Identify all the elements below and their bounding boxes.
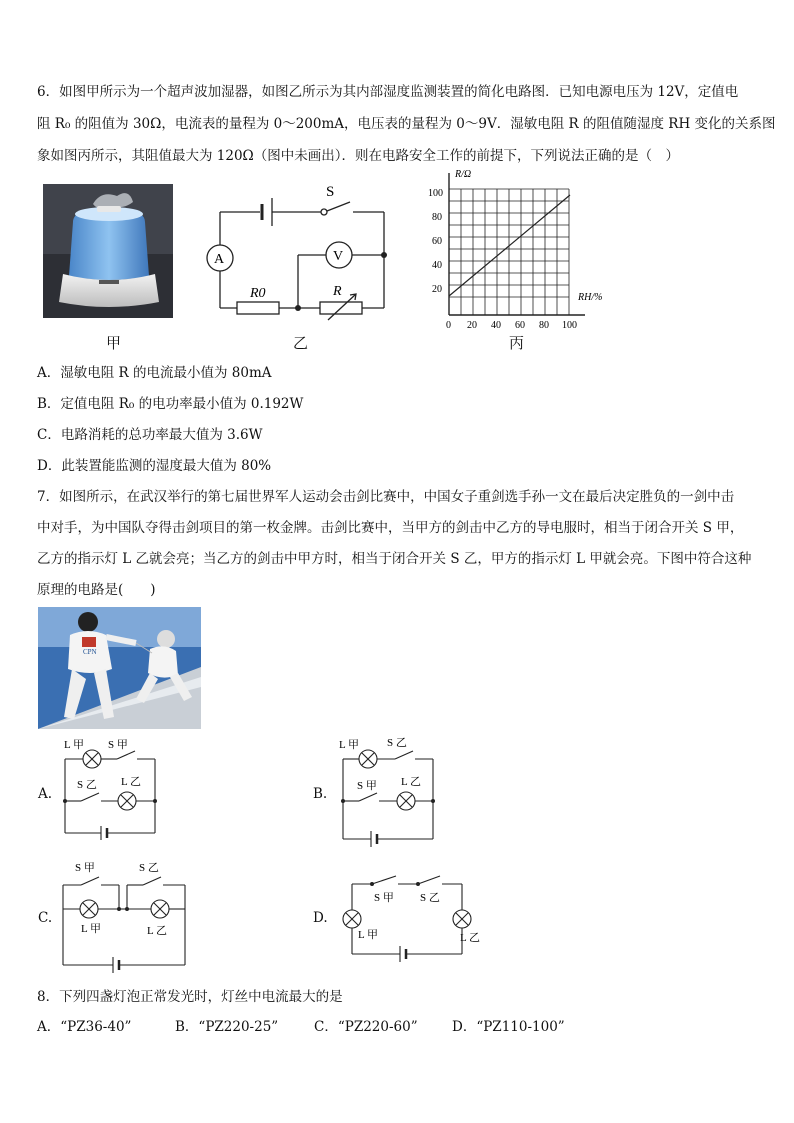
fig-label-bing: 丙 — [509, 334, 525, 352]
label-s-jia: S 甲 — [357, 780, 377, 792]
label-s-jia: S 甲 — [108, 739, 128, 751]
q8-option-b: B．“PZ220-25” — [175, 1019, 279, 1035]
q7-line-4: 原理的电路是( ) — [37, 582, 156, 598]
x-tick: 0 — [446, 320, 451, 331]
label-l-jia: L 甲 — [81, 923, 102, 935]
q6-option-b: B．定值电阻 R₀ 的电功率最小值为 0.192W — [37, 396, 304, 412]
q6-option-a: A．湿敏电阻 R 的电流最小值为 80mA — [37, 365, 272, 381]
graph-ylabel: R/Ω — [455, 169, 472, 180]
label-l-yi: L 乙 — [121, 776, 142, 788]
r-label: R — [333, 284, 342, 299]
q6-line-3: 象如图丙所示，其阻值最大为 120Ω（图中未画出）．则在电路安全工作的前提下，下列说法正确的是（ ） — [37, 148, 680, 164]
label-l-jia: L 甲 — [339, 739, 360, 751]
label-s-yi: S 乙 — [387, 737, 407, 749]
label-l-yi: L 乙 — [401, 776, 422, 788]
switch-s-label: S — [326, 184, 335, 200]
q7-option-c-letter: C. — [38, 910, 53, 926]
x-tick: 60 — [515, 320, 525, 331]
x-tick: 100 — [562, 320, 577, 331]
label-l-yi: L 乙 — [147, 925, 168, 937]
q7-circuit-b — [333, 733, 448, 851]
fencing-photo — [38, 607, 201, 729]
label-s-yi: S 乙 — [420, 892, 440, 904]
y-tick: 60 — [432, 236, 442, 247]
label-l-jia: L 甲 — [358, 929, 379, 941]
ammeter-label: A — [214, 252, 225, 267]
y-tick: 80 — [432, 212, 442, 223]
q7-option-b-letter: B. — [313, 786, 328, 802]
q6-option-c: C．电路消耗的总功率最大值为 3.6W — [37, 427, 263, 443]
r0-label: R0 — [250, 286, 266, 301]
y-tick: 20 — [432, 284, 442, 295]
x-tick: 80 — [539, 320, 549, 331]
label-l-jia: L 甲 — [64, 739, 85, 751]
y-tick: 40 — [432, 260, 442, 271]
label-s-yi: S 乙 — [77, 779, 97, 791]
q7-line-2: 中对手，为中国队夺得击剑项目的第一枚金牌。击剑比赛中，当甲方的剑击中乙方的导电服时，相当于闭合开关 S 甲， — [37, 520, 744, 536]
q7-option-a-letter: A. — [38, 786, 53, 802]
q8-option-a: A．“PZ36-40” — [37, 1019, 132, 1035]
label-l-yi: L 乙 — [460, 932, 481, 944]
q6-line-2: 阻 R₀ 的阻值为 30Ω，电流表的量程为 0～200mA，电压表的量程为 0～9V．湿敏电阻 R 的阻值随湿度 RH 变化的关系图 — [37, 116, 776, 132]
q6-line-1: 6．如图甲所示为一个超声波加湿器，如图乙所示为其内部湿度监测装置的简化电路图．已知电源电压为 12V，定值电 — [37, 84, 739, 100]
q8-option-d: D．“PZ110-100” — [452, 1019, 565, 1035]
q6-option-d: D．此装置能监测的湿度最大值为 80% — [37, 458, 272, 474]
q6-circuit-diagram — [200, 180, 400, 325]
x-tick: 20 — [467, 320, 477, 331]
y-tick: 100 — [428, 188, 443, 199]
humidifier-photo — [43, 184, 173, 318]
fig-label-yi: 乙 — [293, 334, 309, 352]
q7-circuit-d — [338, 866, 483, 970]
q6-rh-graph — [425, 165, 615, 337]
q8-option-c: C．“PZ220-60” — [314, 1019, 418, 1035]
q7-circuit-a — [55, 733, 170, 843]
label-s-jia: S 甲 — [75, 862, 95, 874]
q7-circuit-c — [55, 857, 195, 975]
fig-label-jia: 甲 — [106, 334, 122, 352]
q7-line-1: 7．如图所示，在武汉举行的第七届世界军人运动会击剑比赛中，中国女子重剑选手孙一文在最后决定胜负的一剑中击 — [37, 489, 735, 505]
label-s-yi: S 乙 — [139, 862, 159, 874]
x-tick: 40 — [491, 320, 501, 331]
q7-option-d-letter: D. — [313, 910, 328, 926]
voltmeter-label: V — [333, 249, 344, 264]
r-vs-rh-line — [449, 195, 570, 296]
q8-question: 8．下列四盏灯泡正常发光时，灯丝中电流最大的是 — [37, 989, 343, 1005]
fencer-back-text: CPN — [83, 648, 97, 656]
q7-line-3: 乙方的指示灯 L 乙就会亮；当乙方的剑击中甲方时，相当于闭合开关 S 乙，甲方的指示灯 L 甲就会亮。下图中符合这种 — [37, 551, 752, 567]
graph-xlabel: RH/% — [578, 292, 603, 303]
label-s-jia: S 甲 — [374, 892, 394, 904]
